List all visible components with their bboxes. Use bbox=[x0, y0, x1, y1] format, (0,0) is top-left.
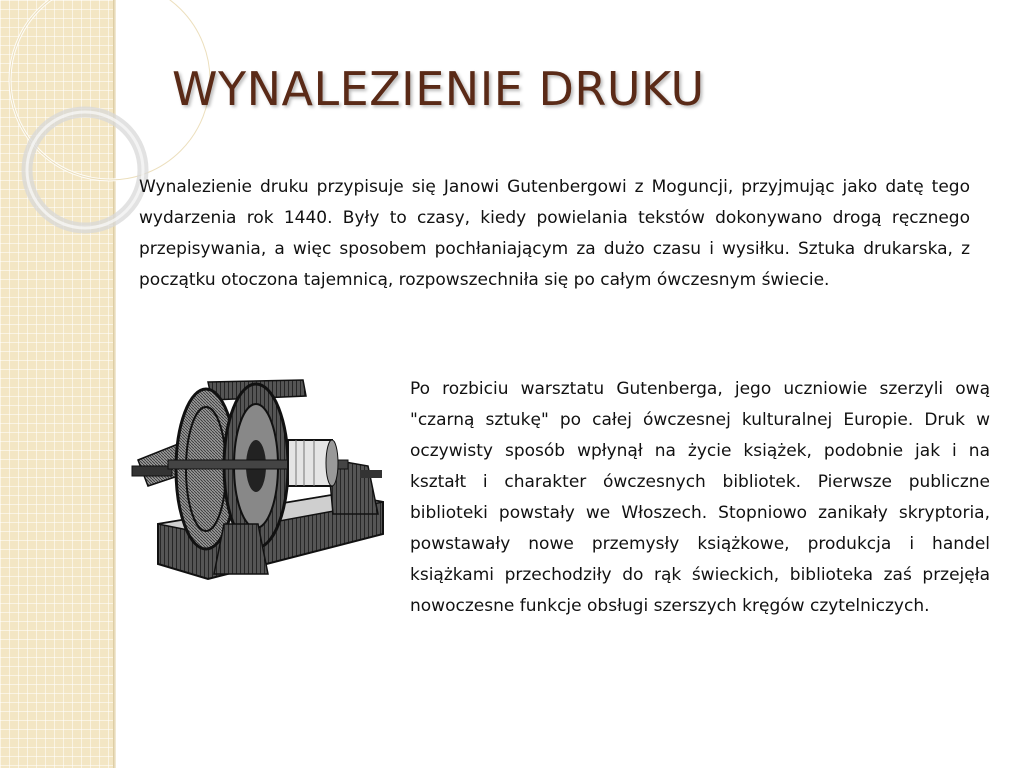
slide-title: WYNALEZIENIE DRUKU bbox=[172, 62, 705, 116]
history-paragraph: Po rozbiciu warsztatu Gutenberga, jego uczniowie szerzyli ową "czarną sztukę" po całej ówczesnej kulturalnej Europie. Druk w oczywisty sposób wpłynął na życie książek, podobnie jak i na kształt i charakter ówczesnych bibliotek. Pierwsze publiczne biblioteki powstały we Włoszech. Stopniowo zanikały skryptoria, powstawały nowe przemysły książkowe, produkcja i handel książkami przechodziły do rąk świeckich, biblioteka zaś przejęła nowoczesne funkcje obsługi szerszych kręgów czytelniczych. bbox=[410, 379, 990, 616]
decorative-side-band bbox=[0, 0, 113, 768]
intro-paragraph: Wynalezienie druku przypisuje się Janowi Gutenbergowi z Moguncji, przyjmując jako datę tego wydarzenia rok 1440. Były to czasy, kiedy powielania tekstów dokonywano drogą ręcznego przepisywania, a więc sposobem pochłaniającym za dużo czasu i wysiłku. Sztuka drukarska, z początku otoczona tajemnicą, rozpowszechniła się po całym ówczesnym świecie. bbox=[139, 177, 970, 290]
side-band-edge bbox=[113, 0, 116, 768]
printing-press-illustration bbox=[128, 374, 394, 590]
